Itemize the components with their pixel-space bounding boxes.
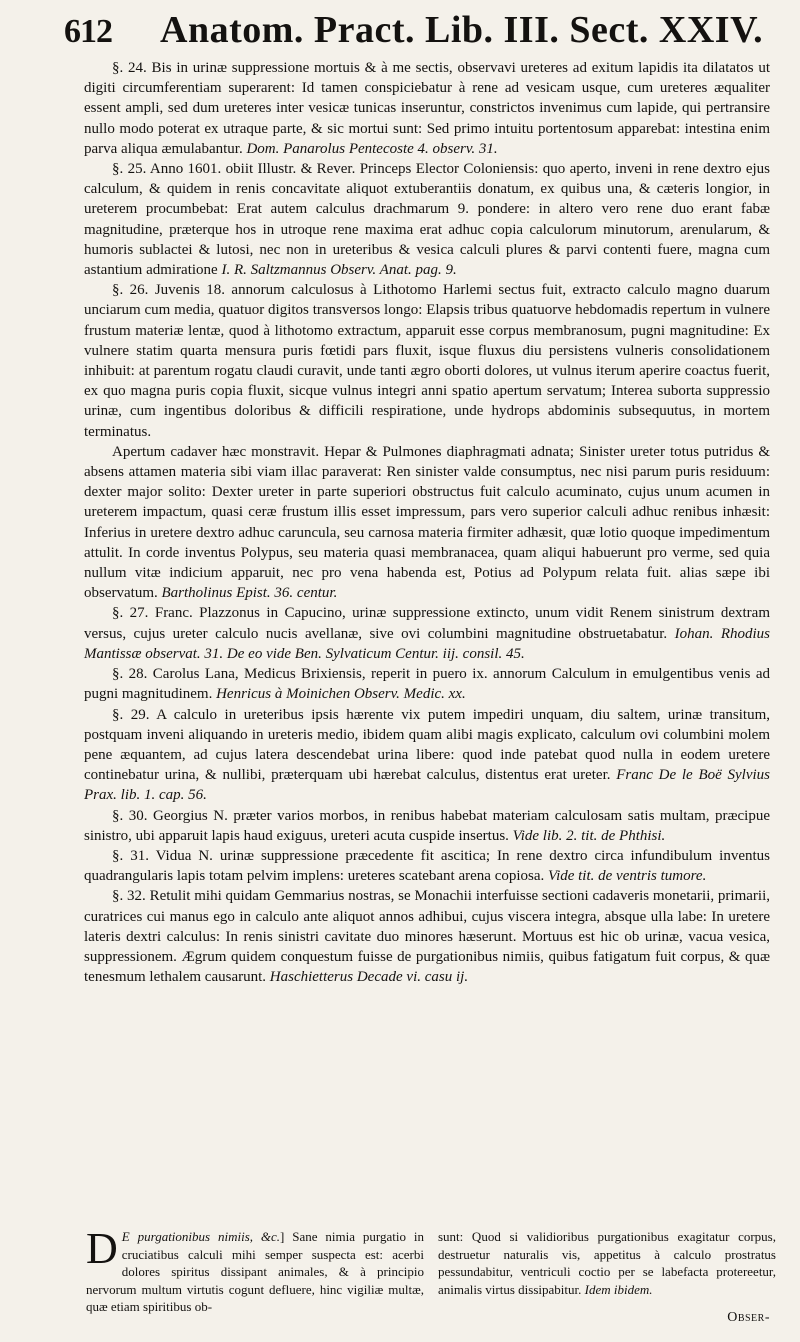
citation: Henricus à Moinichen Observ. Medic. xx. bbox=[216, 686, 466, 703]
paragraph-27: §. 27. Franc. Plazzonus in Capucino, urinæ suppressione extincto, unum vidit Renem sinistrum dextram versus, cujus ureter calculo nucis avellanæ, sive ovi columbini magnitudine obstruetabatur. Iohan. Rhodius Mantissæ observat. 31. De eo vide Ben. Sylvaticum Centur. iij. consil. 45. bbox=[84, 605, 771, 662]
paragraph-autopsy: Apertum cadaver hæc monstravit. Hepar & Pulmones diaphragmati adnata; Sinister ureter totus putridus & absens attamen materia sibi viam illac paraverat: Ren sinister valde consumptus, nec nisi parum puris residuum: dexter major solito: Dexter ureter in parte superiori obstructus fuit calculo acuminato, cujus unum acumen in ureterem impactum, quasi ceræ frustum illis esset impressum, pars vero superior calculi adhuc renibus inhæsit: Inferius in uretere dextro adhuc caruncula, seu carnosa materia firmiter adhæsit, quæ lotio quoque impedimentum attulit. In corde inventus Polypus, seu materia quasi membranacea, quam aliqui habuerunt pro verme, sed quia nullum vitæ indicium apparuit, nec pro vena habenda est, Potius ad Polypum relata fuit. alias sæpe ibi observatum. Bartholinus Epist. 36. centur. bbox=[84, 443, 770, 602]
citation: I. R. Saltzmannus Observ. Anat. pag. 9. bbox=[221, 262, 457, 279]
citation: Franc De le Boë Sylvius Prax. lib. 1. cap. 56. bbox=[84, 767, 771, 804]
citation: Bartholinus Epist. 36. centur. bbox=[161, 585, 338, 602]
drop-cap: D bbox=[86, 1224, 118, 1273]
paragraph-32: §. 32. Retulit mihi quidam Gemmarius nostras, se Monachii interfuisse sectioni cadaveris monetarii, primarii, curatrices cui manus ego in calculo ante aliquot annos adhibui, cujus viscera integra, absque ulla labe: In uretere lateris dextri calculus: In renis sinistri cavitate duo minores hæserunt. Mortuus est hic ob urinæ, vacua vesica, suppressionem. Ægrum quidem conquestum fuisse de purgationibus nimiis, quibus fatigatum fuit corpus, & quæ tenesmum lethalem causarunt. Haschietterus Decade vi. casu ij. bbox=[84, 888, 770, 986]
paragraph-30: §. 30. Georgius N. præter varios morbos, in renibus habebat materiam calculosam satis multam, præcipue sinistro, ubi apparuit lapis haud exiguus, ureteri acuta cuspide insertus. Vide lib. 2. tit. de Phthisi. bbox=[84, 807, 770, 844]
citation: Haschietterus Decade vi. casu ij. bbox=[269, 969, 469, 986]
paragraph-24: §. 24. Bis in urinæ suppressione mortuis & à me sectis, observavi ureteres ad exitum lapidis ita dilatatos ut digiti circumferentiam superarent: Id tamen conspiciebatur à rene ad vesicam usque, cum ureteres æqualiter essent ampli, sed dum ureteres inter vesicæ tunicas inseruntur, constrictos invenimus cum lapide, qui pertransire nullo modo poterat ex utraque parte, & sic mortui sunt: Sed primo intuitu portentosum apparebat: intestina enim parva aliqua æmulabantur. Dom. Panarolus Pentecoste 4. observ. 31. bbox=[84, 60, 770, 157]
paragraph-28: §. 28. Carolus Lana, Medicus Brixiensis, reperit in puero ix. annorum Calculum in emulgentibus venis ad pugni magnitudinem. Henricus à Moinichen Observ. Medic. xx. bbox=[84, 666, 770, 703]
page-header bbox=[64, 8, 770, 58]
commentary-right-column bbox=[438, 1228, 776, 1316]
paragraph-31: §. 31. Vidua N. urinæ suppressione præcedente fit ascitica; In rene dextro circa infundibulum inventus quadrangularis lapis totam pelvim implens: ureteres scatebant arena copiosa. Vide tit. de ventris tumore. bbox=[84, 847, 770, 885]
paragraph-25: §. 25. Anno 1601. obiit Illustr. & Rever. Princeps Elector Coloniensis: quo aperto, inveni in rene dextro ejus calculum, & quidem in renis concavitate aliquot extuberantiis donatum, ex quibus una, & cæteris longior, in ureterem procumbebat: Erat autem calculus drachmarum 9. pondere: in altero vero rene duo erant fabæ magnitudine, præterque hos in utroque rene maxima erat adhuc copia calculorum minutorum, arenularum, & humoris sublactei & lutosi, nec non in ureteribus & vesica calculi plures & parvi contenti fuere, magna cum astantium admiratione I. R. Saltzmannus Observ. Anat. pag. 9. bbox=[84, 161, 770, 279]
main-text bbox=[84, 58, 770, 987]
running-title: Anatom. Pract. Lib. III. Sect. XXIV. bbox=[160, 9, 764, 51]
citation: Dom. Panarolus Pentecoste 4. observ. 31. bbox=[246, 140, 498, 157]
catchword: Obser- bbox=[727, 1310, 770, 1325]
commentary-citation: Idem ibidem. bbox=[584, 1281, 653, 1297]
paragraph-29: §. 29. A calculo in ureteribus ipsis hærente vix putem impediri unquam, diu saltem, urinæ transitum, postquam inveni aliquando in ureteris medio, ibidem quam alibi magis explicato, calculum ovi columbini molem pene æquantem, ad cujus latera descendebat urina libere: quod inde patebat quod nulla in eodem uretere continebatur urina, & nullibi, præterquam ubi hærebat calculus, distentus erat ureter. Franc De le Boë Sylvius Prax. lib. 1. cap. 56. bbox=[84, 706, 771, 804]
citation: Vide lib. 2. tit. de Phthisi. bbox=[512, 827, 666, 844]
commentary-left-column bbox=[86, 1224, 424, 1316]
page-number: 612 bbox=[64, 13, 112, 50]
commentary-left-text: ] Sane nimia purgatio in cruciatibus calculi mihi semper suspecta est: acerbi dolores spiritus dissipant animales, & à principio nervorum multum virtutis cogunt defluere, hinc vigiliæ multæ, quæ etiam spiritibus ob- bbox=[86, 1229, 424, 1315]
commentary-lemma: E purgationibus nimiis, &c. bbox=[121, 1229, 281, 1244]
paragraph-26: §. 26. Juvenis 18. annorum calculosus à Lithotomo Harlemi sectus fuit, extracto calculo magno duarum unciarum cum media, quatuor digitos transversos longo: Elapsis tribus quatuorve hebdomadis repertum in vulnere frustum materiæ lentæ, quod à lithotomo extractum, apparuit esse corpus membranosum, pugni magnitudine: Ex vulnere statim quarta mensura puris fœtidi pars fluxit, isque fluxus diu persistens vulneris consolidationem inhibuit: at parentum rogatu claudi curavit, unde tanti ægro oborti dolores, ut vulnus iterum aperire coactus fuerit, ex quo magna puris copia fluxit, sicque vulnus integri anni spatio apertum servatum; Interea suborta suppressio urinæ, cum ingentibus doloribus & difficili respiratione, unde hydrops abdominis subsequutus, in mortem terminatus. bbox=[84, 282, 770, 440]
commentary-section bbox=[86, 1224, 776, 1316]
commentary-right-text: sunt: Quod si validioribus purgationibus exagitatur corpus, destruetur naturalis vis, appetitus à calculo prostratus pessundabitur, ventriculi coctio per se labefacta protereetur, animalis virtus dissipabitur. bbox=[438, 1229, 776, 1297]
citation: Vide tit. de ventris tumore. bbox=[548, 868, 707, 885]
citation: Iohan. Rhodius Mantissæ observat. 31. De eo vide Ben. Sylvaticum Centur. iij. consil. 45. bbox=[84, 625, 771, 662]
